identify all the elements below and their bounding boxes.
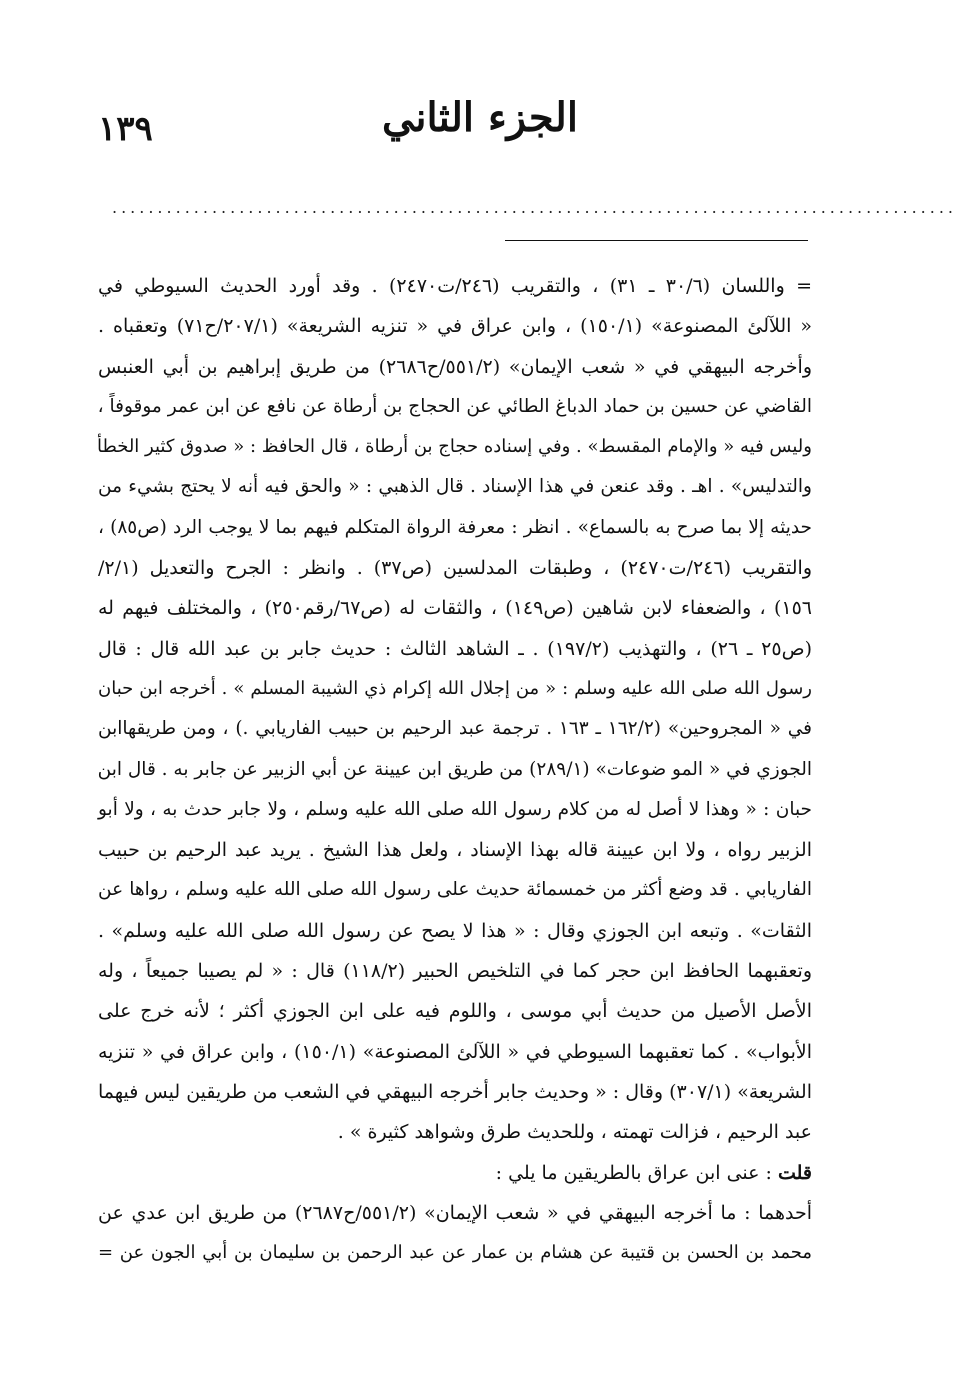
footnote-line: محمد بن الحسن بن قتيبة عن هشام بن عمار عن عبد الرحمن بن سليمان بن أبي الجون عن =	[98, 1242, 812, 1264]
footnote-line: القاضي عن حسين بن حماد الدباغ الطائي عن الحجاج بن أرطاة عن نافع عن ابن عمر موقوفاً ،	[97, 395, 812, 417]
footnote-line: الثقات» . وتبعه ابن الجوزي وقال : « هذا لا يصح عن رسول الله صلى الله عليه وسلم» .	[98, 919, 812, 942]
footnote-line: في « المجروحين» (١٦٢/٢ ـ ١٦٣ . ترجمة عبد الرحيم بن حبيب الفاريابي .) ، ومن طريقهاابن	[98, 718, 812, 740]
qultu-label: قلت	[777, 1161, 812, 1184]
qultu-line	[98, 1153, 812, 1193]
footnote-line: حديثه إلا بما صرح به بالسماع» . انظر : معرفة الرواة المتكلم فيهم بما لا يوجب الرد (ص٨٥) ،	[98, 516, 812, 538]
footnote-line: الأبواب» . كما تعقبهما السيوطي في « اللآلئ المصنوعة» (١٥٠/١) ، وابن عراق في « تنزيه	[98, 1040, 812, 1063]
footnote-line: الشريعة» (٣٠٧/١) وقال : « وحديث جابر أخرجه البيهقي في الشعب من طريقين ليس فيهما	[98, 1080, 812, 1103]
footnote-rule	[505, 240, 808, 241]
footnote-line: ١٥٦) ، والضعفاء لابن شاهين (ص١٤٩) ، والثقات له (ص٦٧/رقم٢٥٠) ، والمختلف فيهم له	[98, 597, 813, 620]
page-number: ١٣٩	[98, 109, 153, 149]
footnote-line: والتقريب (٢٤٦/ت٢٤٧٠) ، وطبقات المدلسين (ص٣٧) . وانظر : الجرح والتعديل (٢/١/	[98, 557, 812, 580]
footnote-line: حبان : « وهذا لا أصل له من كلام رسول الله صلى الله عليه وسلم ، ولا جابر حدث به ، ولا أبو	[98, 798, 812, 820]
footnote-line: الجوزي في « المو ضوعات» (٢٨٩/١) من طريق ابن عيينة عن أبي الزبير عن جابر به . قال ابن	[97, 758, 812, 780]
footnote-line: الفاريابي . قد وضع أكثر من خمسمائة حديث على رسول الله صلى الله عليه وسلم ، رواها عن	[98, 879, 812, 901]
footnote-line: وليس فيه « والإمام المقسط» . وفي إسناده حجاج بن أرطاة ، قال الحافظ : « صدوق كثير الخطأ	[96, 436, 812, 458]
running-head: الجزء الثاني	[382, 94, 578, 141]
footnote-line: الزبير رواه ، ولا ابن عيينة قاله بهذا الإسناد ، ولعل هذا الشيخ . يريد عبد الرحيم بن حبيب	[98, 839, 812, 862]
footnote-line: وتعقبهما الحافظ ابن حجر كما في التلخيص الحبير (١١٨/٢) قال : « لم يصيبا جميعاً ، وله	[98, 960, 812, 983]
footnote-line: الأصل الأصيل من حديث أبي موسى ، واللوم فيه على ابن الجوزي أكثر ؛ لأنه خرج على	[98, 1000, 812, 1023]
footnote-line: = واللسان (٣٠/٦ ـ ٣١) ، والتقريب (٢٤٦/ت٢٤٧٠) . وقد أورد الحديث السيوطي في	[98, 275, 813, 297]
footnote-body	[98, 266, 812, 1273]
footnote-line: رسول الله صلى الله عليه وسلم : « من إجلال الله إكرام ذي الشيبة المسلم » . أخرجه ابن حبان	[98, 677, 812, 699]
footnote-line: وأخرجه البيهقي في « شعب الإيمان» (٥٥١/٢/ح٢٦٨٦) من طريق إبراهيم بن أبي العنبس	[98, 355, 812, 378]
footnote-line: عبد الرحيم ، فزالت تهمته ، وللحديث طرق وشواهد كثيرة » .	[337, 1121, 812, 1144]
separator-dots: .............................................................................................	[112, 198, 957, 217]
footnote-line: أحدهما : ما أخرجه البيهقي في « شعب الإيمان» (٥٥١/٢/ح٢٦٨٧) من طريق ابن عدي عن	[98, 1201, 812, 1224]
footnote-line: والتدليس» . اهـ . وقد عنعن في هذا الإسناد . قال الذهبي : « والحق فيه أنه لا يحتج بشيء من	[98, 476, 812, 498]
qultu-text: : عنى ابن عراق بالطريقين ما يلي :	[495, 1161, 772, 1184]
footnote-line: (ص٢٥ ـ ٢٦) ، والتهذيب (١٩٧/٢) . ـ الشاهد الثالث : حديث جابر بن عبد الله قال : قال	[98, 637, 812, 660]
footnote-line: « اللآلئ المصنوعة» (١٥٠/١) ، وابن عراق في « تنزيه الشريعة» (٢٠٧/١/ح٧١) وتعقباه .	[98, 315, 812, 338]
